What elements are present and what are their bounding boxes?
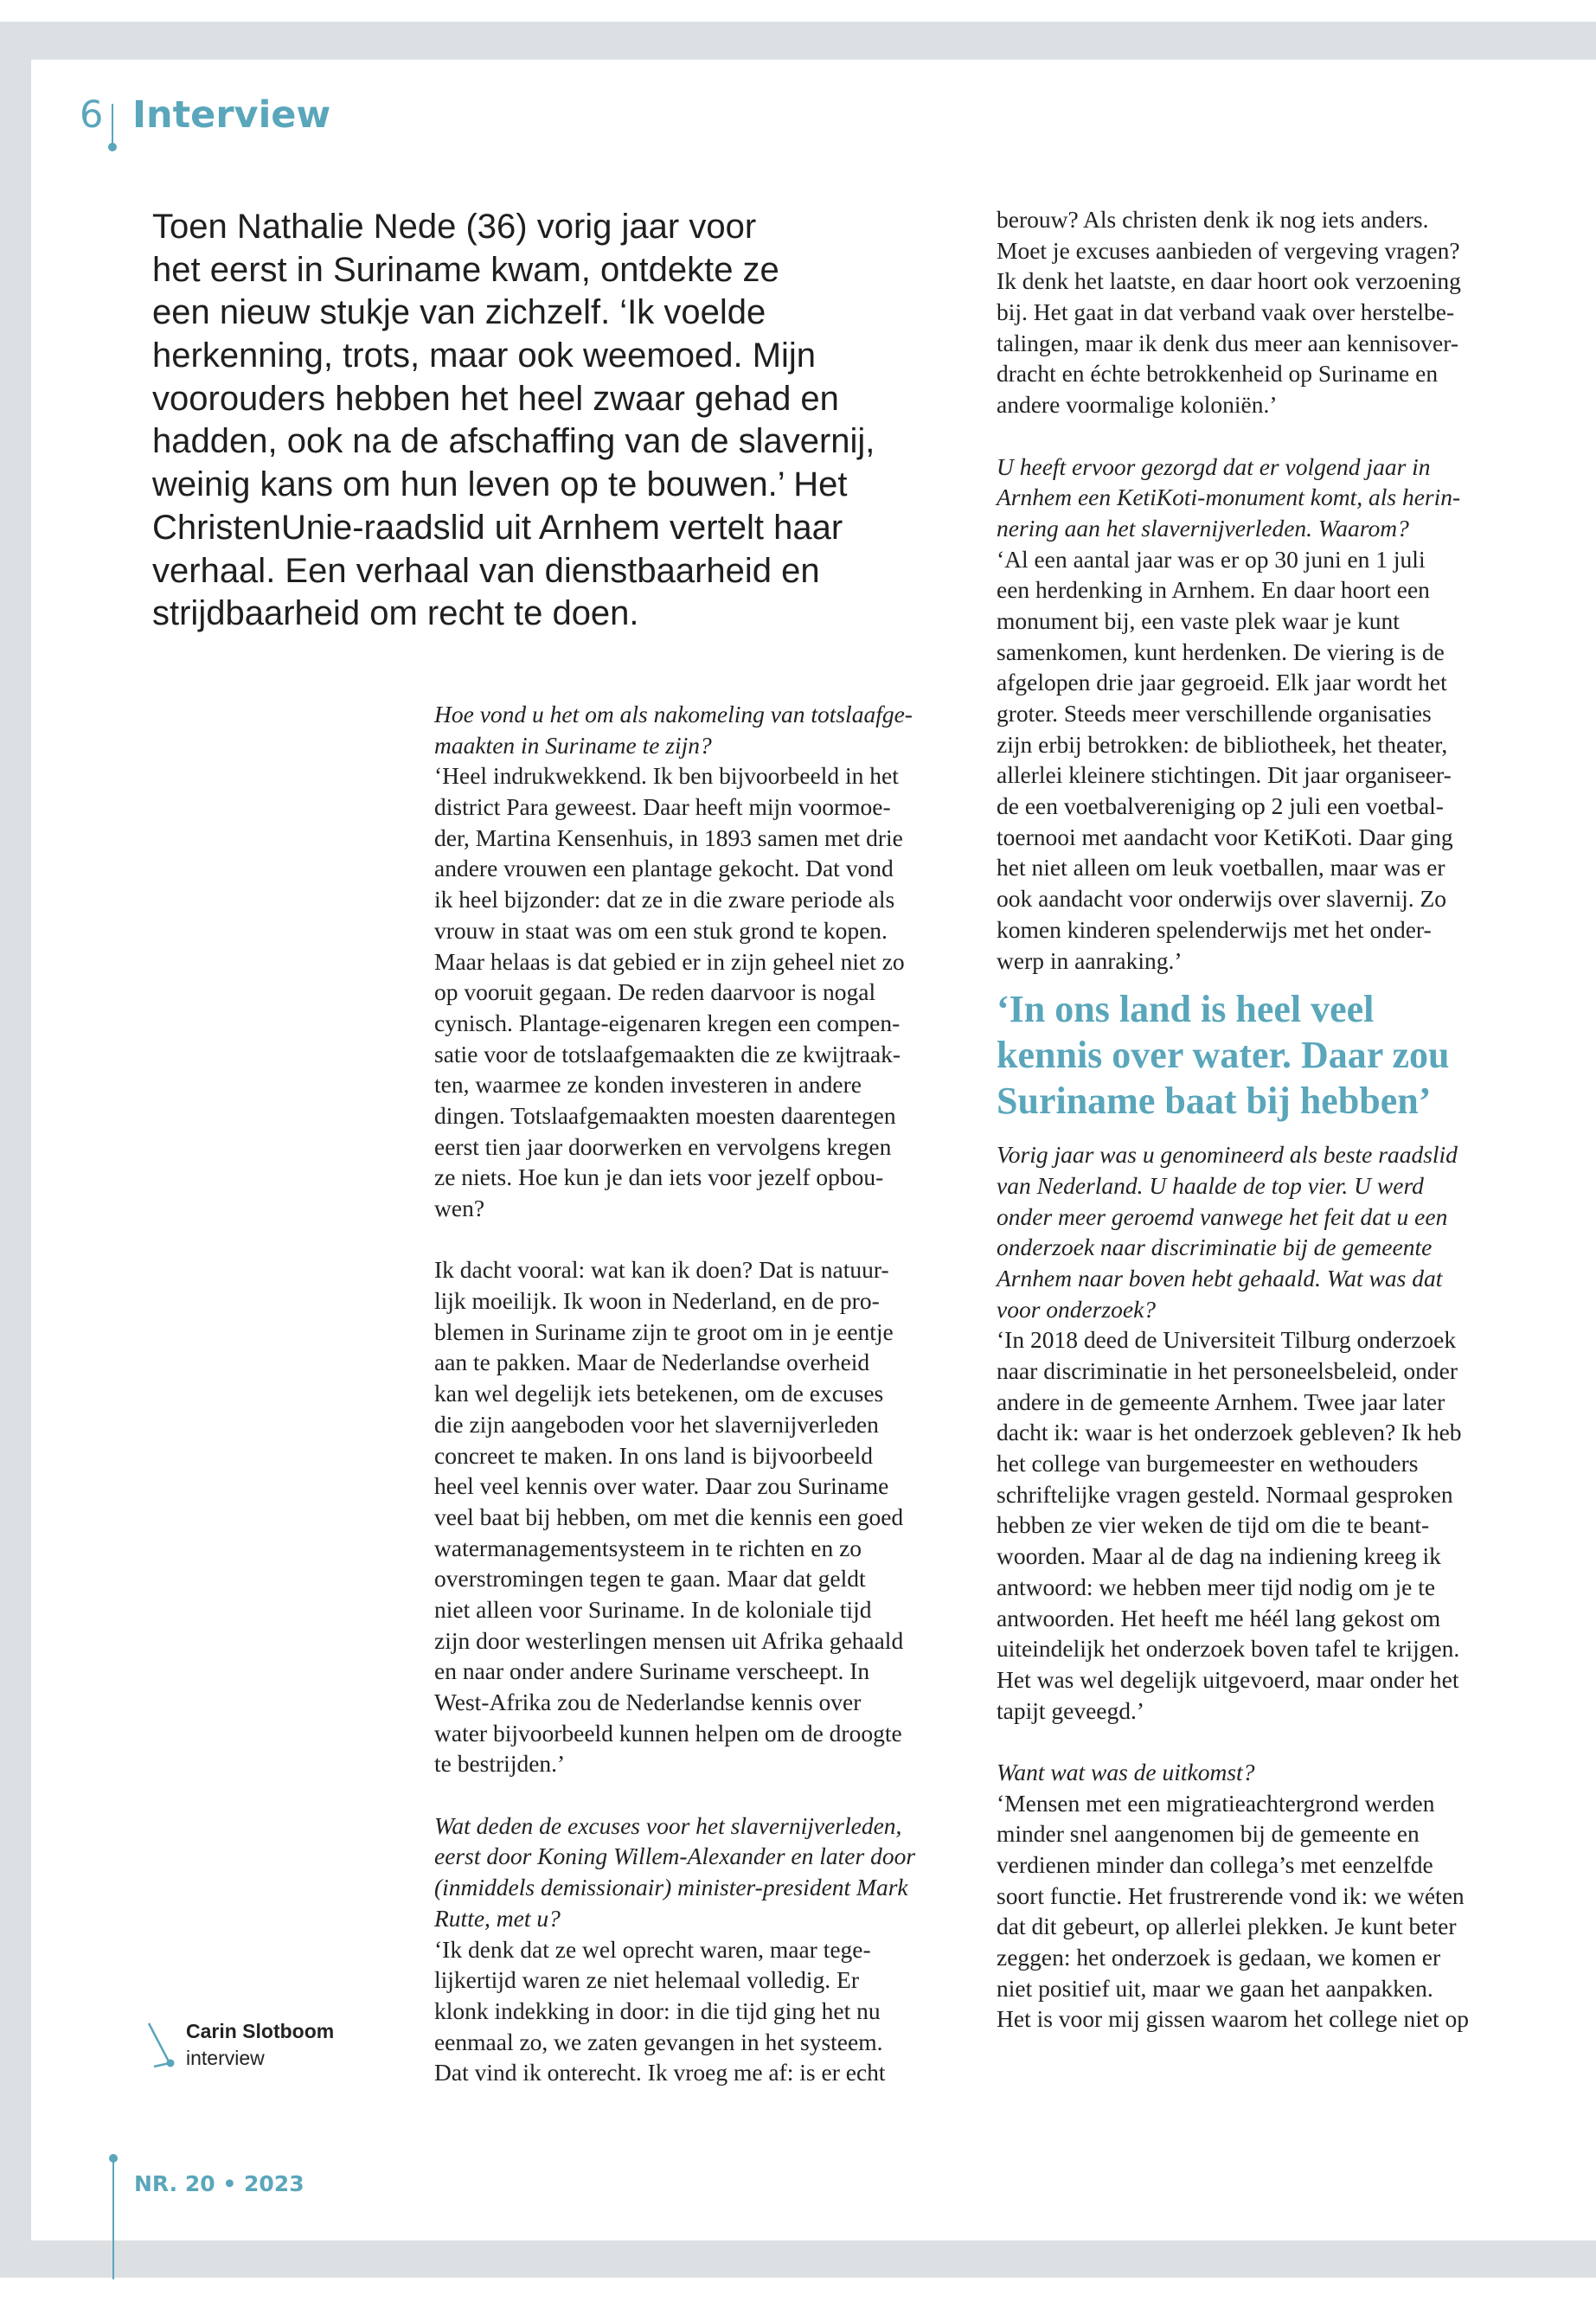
text-line: Het is voor mij gissen waarom het college niet op <box>997 2005 1470 2033</box>
text-line: ‘Ik denk dat ze wel oprecht waren, maar tege- <box>434 1935 871 1963</box>
intro-line: Toen Nathalie Nede (36) vorig jaar voor <box>152 208 757 246</box>
text-line: bij. Het gaat in dat verband vaak over herstelbe- <box>997 298 1455 326</box>
text-line: hebben ze vier weken de tijd om die te beant- <box>997 1511 1430 1539</box>
text-line: tapijt geveegd.’ <box>997 1696 1145 1724</box>
text-line: het college van burgemeester en wethouders <box>997 1450 1419 1477</box>
text-line: zeggen: het onderzoek is gedaan, we komen er <box>997 1944 1441 1971</box>
text-line: afgelopen drie jaar gegroeid. Elk jaar wordt het <box>997 669 1447 696</box>
text-line: nering aan het slavernijverleden. Waarom? <box>997 514 1409 542</box>
text-line: lijk moeilijk. Ik woon in Nederland, en de pro- <box>434 1287 880 1315</box>
footer-pin-icon <box>112 2158 114 2279</box>
text-line: ‘In ons land is heel veel <box>997 988 1375 1031</box>
text-line: soort functie. Het frustrerende vond ik: we wéten <box>997 1881 1465 1909</box>
text-line: niet alleen voor Suriname. In de koloniale tijd <box>434 1595 872 1623</box>
text-line: kennis over water. Daar zou <box>997 1034 1450 1077</box>
issue-number: NR. 20 • 2023 <box>134 2171 304 2196</box>
intro-line: weinig kans om hun leven op te bouwen.’ Het <box>152 465 848 504</box>
intro-line: het eerst in Suriname kwam, ontdekte ze <box>152 250 779 289</box>
text-line: de een voetbalvereniging op 2 juli een voetbal- <box>997 792 1444 820</box>
text-line: Moet je excuses aanbieden of vergeving vragen? <box>997 236 1460 264</box>
text-line: klonk indekking in door: in die tijd ging het nu <box>434 1997 881 2024</box>
text-line: water bijvoorbeeld kunnen helpen om de droogte <box>434 1719 902 1747</box>
text-line <box>434 1224 915 1255</box>
text-line: district Para geweest. Daar heeft mijn voormoe- <box>434 793 891 821</box>
text-line: blemen in Suriname zijn te groot om in je eentje <box>434 1317 894 1345</box>
paragraph-spacer <box>434 1224 915 1255</box>
paragraph-spacer <box>434 1779 915 1811</box>
text-line: Ik dacht vooral: wat kan ik doen? Dat is natuur- <box>434 1256 889 1284</box>
text-line: ze niets. Hoe kun je dan iets voor jezelf opbou- <box>434 1163 884 1191</box>
text-line: heel veel kennis over water. Daar zou Suriname <box>434 1472 889 1500</box>
text-line: der, Martina Kensenhuis, in 1893 samen met drie <box>434 824 903 851</box>
text-line: voor onderzoek? <box>997 1295 1157 1323</box>
interview-question <box>997 452 1469 544</box>
text-line: uiteindelijk het onderzoek boven tafel te krijgen. <box>997 1635 1460 1663</box>
interview-question <box>434 1811 915 1934</box>
text-line: zijn door westerlingen mensen uit Afrika gehaald <box>434 1626 904 1654</box>
text-line: kan wel degelijk iets betekenen, om de excuses <box>434 1380 884 1407</box>
interview-answer <box>997 204 1469 420</box>
text-line: dacht ik: waar is het onderzoek gebleven? Ik heb <box>997 1419 1462 1446</box>
text-line: komen kinderen spelenderwijs met het onder- <box>997 915 1432 943</box>
text-line: berouw? Als christen denk ik nog iets anders. <box>997 206 1429 233</box>
text-line: talingen, maar ik denk dus meer aan kennisover- <box>997 329 1458 356</box>
pin-divider-icon <box>112 104 113 147</box>
article-column-2 <box>997 204 1469 2035</box>
text-line: van Nederland. U haalde de top vier. U werd <box>997 1171 1424 1199</box>
text-line: toernooi met aandacht voor KetiKoti. Daar ging <box>997 823 1453 850</box>
text-line: Hoe vond u het om als nakomeling van totslaafge- <box>434 701 913 727</box>
paragraph-spacer <box>997 1726 1469 1757</box>
text-line: groter. Steeds meer verschillende organisaties <box>997 700 1432 727</box>
text-line: Rutte, met u? <box>434 1904 561 1932</box>
text-line: die zijn aangeboden voor het slavernijverleden <box>434 1410 879 1438</box>
intro-line: strijdbaarheid om recht te doen. <box>152 594 639 633</box>
text-line: U heeft ervoor gezorgd dat er volgend jaar in <box>997 452 1431 480</box>
text-line <box>434 1779 915 1811</box>
text-line: op vooruit gegaan. De reden daarvoor is nogal <box>434 978 876 1006</box>
pin-pointer-icon <box>147 2022 182 2073</box>
text-line: eerst tien jaar doorwerken en vervolgens kregen <box>434 1132 892 1160</box>
text-line: niet positief uit, maar we gaan het aanpakken. <box>997 1974 1433 2002</box>
text-line: overstromingen tegen te gaan. Maar dat geldt <box>434 1565 866 1593</box>
text-line: eenmaal zo, we zaten gevangen in het systeem. <box>434 2028 883 2055</box>
text-line: cynisch. Plantage-eigenaren kregen een compen- <box>434 1009 901 1036</box>
text-line: ook aandacht voor onderwijs over slavernij. Zo <box>997 885 1447 913</box>
text-line: schriftelijke vragen gesteld. Normaal gesproken <box>997 1480 1453 1508</box>
author-name: Carin Slotboom <box>186 2020 335 2042</box>
text-line: watermanagementsysteem in te richten en zo <box>434 1534 862 1561</box>
text-line: onder meer geroemd vanwege het feit dat u een <box>997 1202 1448 1230</box>
interview-question <box>997 1139 1469 1324</box>
text-line: andere voormalige koloniën.’ <box>997 391 1278 419</box>
intro-line: ChristenUnie-raadslid uit Arnhem vertelt haar <box>152 508 843 547</box>
text-line: monument bij, een vaste plek waar je kunt <box>997 606 1400 634</box>
text-line: andere vrouwen een plantage gekocht. Dat vond <box>434 855 894 882</box>
text-line <box>997 1726 1469 1757</box>
interview-question <box>997 1757 1469 1788</box>
text-line: satie voor de totslaafgemaakten die ze kwijtraak- <box>434 1040 901 1067</box>
text-line: ‘Mensen met een migratieachtergrond werden <box>997 1789 1435 1817</box>
text-line: zijn erbij betrokken: de bibliotheek, het theater, <box>997 730 1448 758</box>
text-line: allerlei kleinere stichtingen. Dit jaar organiseer- <box>997 761 1452 789</box>
text-line: en naar onder andere Suriname verscheept. In <box>434 1657 870 1685</box>
text-line: verdienen minder dan collega’s met eenzelfde <box>997 1851 1433 1878</box>
text-line: dingen. Totslaafgemaakten moesten daarentegen <box>434 1101 896 1129</box>
text-line: minder snel aangenomen bij de gemeente en <box>997 1820 1420 1848</box>
interview-answer <box>997 1788 1469 2035</box>
text-line: ‘Heel indrukwekkend. Ik ben bijvoorbeeld in het <box>434 762 899 790</box>
intro-line: verhaal. Een verhaal van dienstbaarheid en <box>152 551 820 590</box>
text-line: concreet te maken. In ons land is bijvoorbeeld <box>434 1441 874 1469</box>
intro-lead <box>152 206 875 636</box>
section-title: Interview <box>132 93 331 137</box>
text-line: dracht en échte betrokkenheid op Suriname en <box>997 360 1439 388</box>
text-line: aan te pakken. Maar de Nederlandse overheid <box>434 1349 870 1376</box>
text-line: ik heel bijzonder: dat ze in die zware periode als <box>434 886 895 913</box>
interview-answer <box>997 1324 1469 1726</box>
intro-line: voorouders hebben het heel zwaar gehad en <box>152 379 839 418</box>
text-line: antwoorden. Het heeft me héél lang gekost om <box>997 1604 1441 1631</box>
author-role: interview <box>186 2047 265 2069</box>
text-line: onderzoek naar discriminatie bij de gemeente <box>997 1234 1433 1261</box>
text-line: ‘Al een aantal jaar was er op 30 juni en 1 juli <box>997 545 1426 573</box>
text-line: West-Afrika zou de Nederlandse kennis over <box>434 1689 862 1715</box>
interview-answer <box>997 544 1469 977</box>
text-line: maakten in Suriname te zijn? <box>434 731 712 759</box>
text-line: Want wat was de uitkomst? <box>997 1758 1255 1785</box>
text-line: het niet alleen om leuk voetballen, maar was er <box>997 854 1445 881</box>
interview-answer <box>434 1254 915 1779</box>
intro-line: een nieuw stukje van zichzelf. ‘Ik voelde <box>152 293 766 332</box>
page-number: 6 <box>80 93 104 137</box>
text-line: veel baat bij hebben, om met die kennis een goed <box>434 1503 904 1530</box>
article-column-1 <box>434 699 915 2088</box>
interview-answer <box>434 760 915 1223</box>
text-line: Ik denk het laatste, en daar hoort ook verzoening <box>997 267 1461 295</box>
text-line: eerst door Koning Willem-Alexander en later door <box>434 1843 916 1870</box>
intro-line: herkenning, trots, maar ook weemoed. Mijn <box>152 336 817 375</box>
interview-answer <box>434 1934 915 2088</box>
text-line: Maar helaas is dat gebied er in zijn geheel niet zo <box>434 947 905 975</box>
text-line: werp in aanraking.’ <box>997 946 1183 974</box>
text-line: dat dit gebeurt, op allerlei plekken. Je kunt beter <box>997 1913 1457 1940</box>
text-line: ten, waarmee ze konden investeren in andere <box>434 1071 862 1099</box>
text-line: (inmiddels demissionair) minister-president Mark <box>434 1874 908 1901</box>
intro-line: hadden, ook na de afschaffing van de slavernij, <box>152 422 875 461</box>
text-line: Arnhem een KetiKoti-monument komt, als herin- <box>997 484 1461 511</box>
text-line: lijkertijd waren ze niet helemaal volledig. Er <box>434 1966 859 1994</box>
text-line: Dat vind ik onterecht. Ik vroeg me af: is er echt <box>434 2059 886 2086</box>
text-line: ‘In 2018 deed de Universiteit Tilburg onderzoek <box>997 1326 1457 1354</box>
text-line <box>997 420 1469 452</box>
text-line: andere in de gemeente Arnhem. Twee jaar later <box>997 1388 1445 1415</box>
text-line: woorden. Maar al de dag na indiening kreeg ik <box>997 1542 1441 1570</box>
text-line: naar discriminatie in het personeelsbeleid, onder <box>997 1357 1458 1384</box>
text-line: antwoord: we hebben meer tijd nodig om je te <box>997 1573 1436 1600</box>
text-line: een herdenking in Arnhem. En daar hoort een <box>997 576 1430 604</box>
text-line: vrouw in staat was om een stuk grond te kopen. <box>434 916 888 944</box>
text-line: samenkomen, kunt herdenken. De viering is de <box>997 638 1445 665</box>
text-line: Arnhem naar boven hebt gehaald. Wat was dat <box>997 1264 1443 1292</box>
interview-question <box>434 699 915 760</box>
text-line: Vorig jaar was u genomineerd als beste raadslid <box>997 1141 1458 1169</box>
text-line: wen? <box>434 1195 485 1221</box>
text-line: Wat deden de excuses voor het slavernijverleden, <box>434 1811 902 1839</box>
paragraph-spacer <box>997 420 1469 452</box>
text-line: Het was wel degelijk uitgevoerd, maar onder het <box>997 1665 1459 1693</box>
text-line: te bestrijden.’ <box>434 1750 566 1778</box>
pull-quote <box>997 986 1469 1124</box>
text-line: Suriname baat bij hebben’ <box>997 1080 1432 1123</box>
